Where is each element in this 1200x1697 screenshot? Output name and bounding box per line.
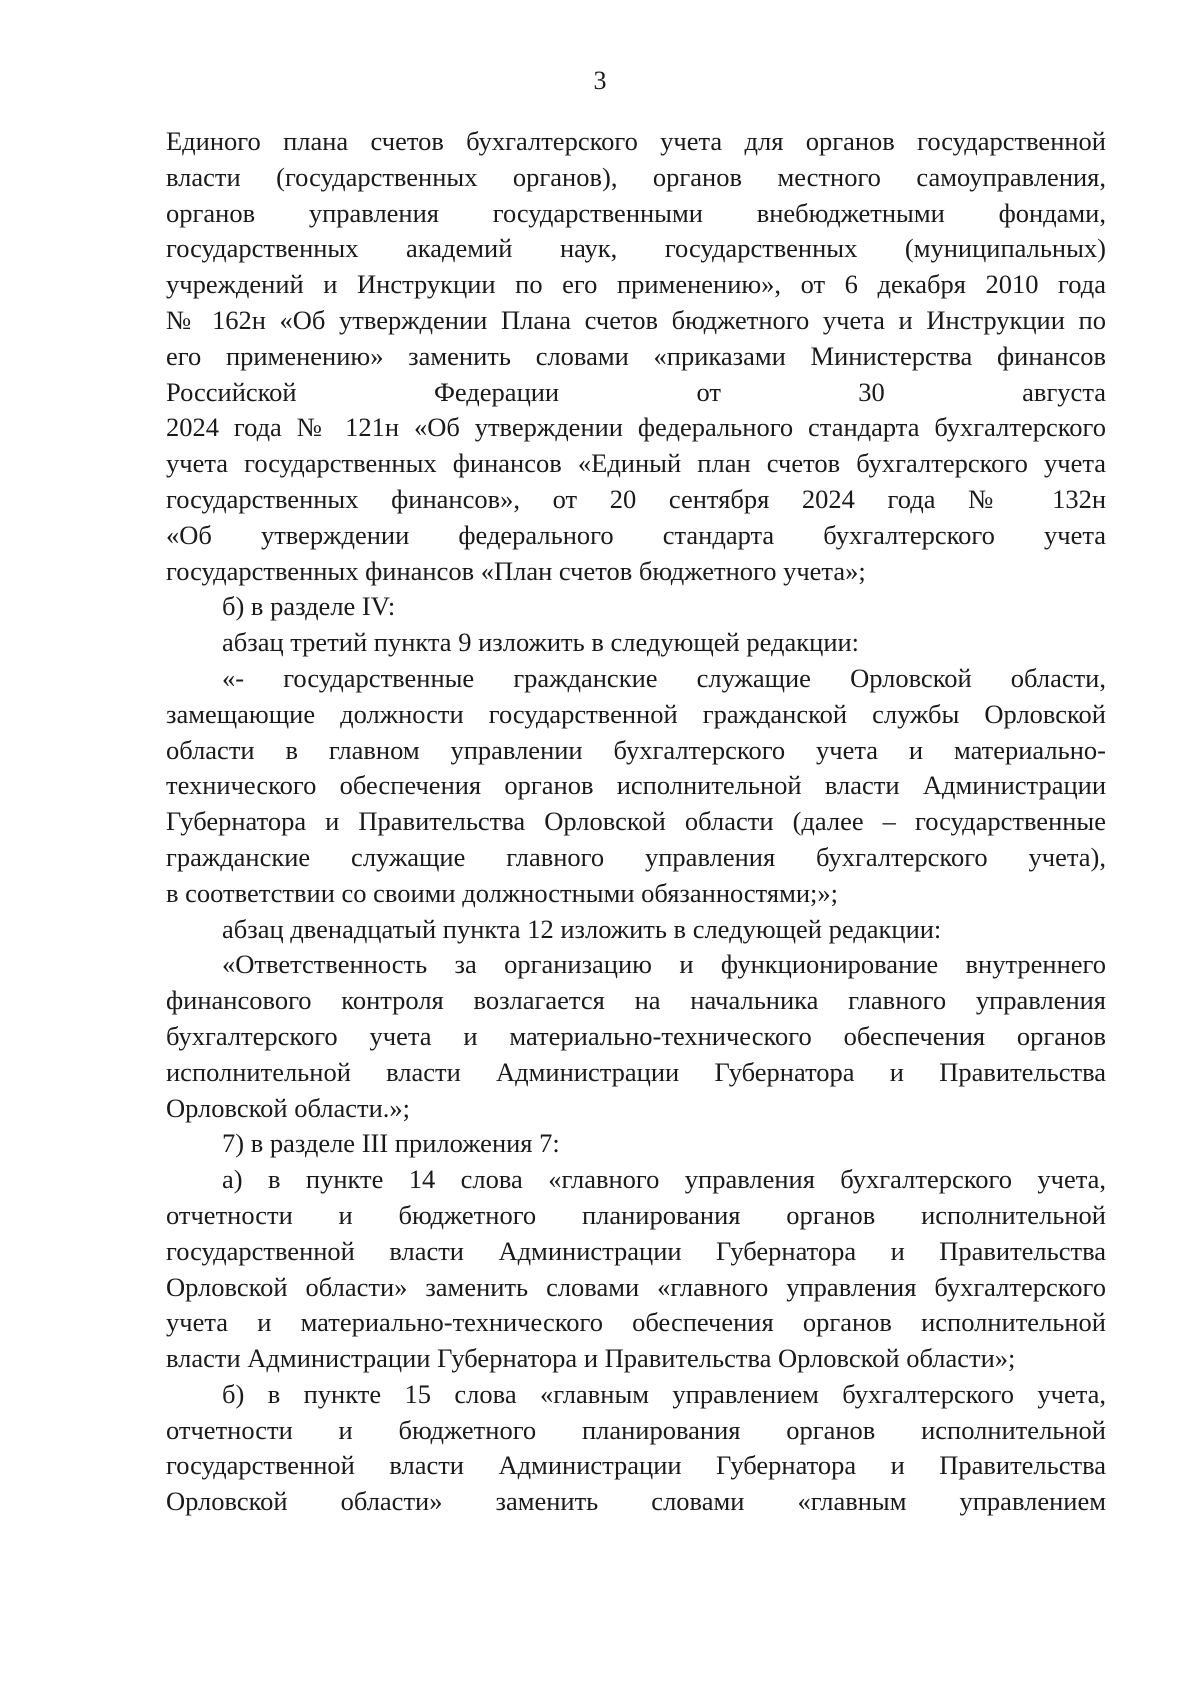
- text-line: его применению» заменить словами «приказами Министерства финансов: [166, 340, 1106, 371]
- text-line: бухгалтерского учета и материально-технического обеспечения органов: [166, 1020, 1106, 1051]
- text-line: «Ответственность за организацию и функционирование внутреннего: [222, 949, 1106, 980]
- text-line: отчетности и бюджетного планирования органов исполнительной: [166, 1199, 1106, 1230]
- text-line: отчетности и бюджетного планирования органов исполнительной: [166, 1414, 1106, 1445]
- text-line: Орловской области» заменить словами «главным управлением: [166, 1486, 1106, 1517]
- text-line: а) в пункте 14 слова «главного управления бухгалтерского учета,: [222, 1164, 1106, 1195]
- text-line: Орловской области.»;: [166, 1092, 411, 1123]
- text-line: 7) в разделе III приложения 7:: [222, 1128, 560, 1159]
- text-line: государственных финансов», от 20 сентября 2024 года № 132н: [166, 483, 1106, 514]
- text-line: 2024 года № 121н «Об утверждении федерального стандарта бухгалтерского: [166, 412, 1106, 443]
- text-line: абзац двенадцатый пункта 12 изложить в следующей редакции:: [222, 913, 942, 944]
- text-line: Орловской области» заменить словами «главного управления бухгалтерского: [166, 1271, 1106, 1302]
- text-line: Губернатора и Правительства Орловской области (далее – государственные: [166, 806, 1106, 837]
- text-line: Единого плана счетов бухгалтерского учета для органов государственной: [166, 126, 1106, 156]
- text-line: учета и материально-технического обеспечения органов исполнительной: [166, 1307, 1106, 1338]
- text-line: б) в разделе IV:: [222, 591, 396, 622]
- text-line: № 162н «Об утверждении Плана счетов бюджетного учета и Инструкции по: [166, 304, 1106, 335]
- text-line: государственных академий наук, государственных (муниципальных): [166, 233, 1106, 264]
- text-line: власти Администрации Губернатора и Правительства Орловской области»;: [166, 1343, 1016, 1374]
- text-line: Российской Федерации от 30 августа: [166, 376, 1106, 407]
- text-line: государственной власти Администрации Губернатора и Правительства: [166, 1235, 1106, 1266]
- text-line: в соответствии со своими должностными обязанностями;»;: [166, 877, 839, 908]
- text-line: исполнительной власти Администрации Губернатора и Правительства: [166, 1056, 1106, 1087]
- text-line: органов управления государственными внебюджетными фондами,: [166, 197, 1106, 228]
- text-line: государственной власти Администрации Губернатора и Правительства: [166, 1450, 1106, 1481]
- text-line: абзац третий пункта 9 изложить в следующей редакции:: [222, 627, 860, 658]
- text-line: учета государственных финансов «Единый план счетов бухгалтерского учета: [166, 448, 1106, 479]
- text-line: учреждений и Инструкции по его применению», от 6 декабря 2010 года: [166, 269, 1106, 300]
- page-number: 3: [593, 66, 607, 95]
- text-line: гражданские служащие главного управления бухгалтерского учета),: [166, 841, 1106, 872]
- document-body: [166, 124, 1106, 1520]
- text-line: области в главном управлении бухгалтерского учета и материально-: [166, 734, 1106, 765]
- text-line: технического обеспечения органов исполнительной власти Администрации: [166, 770, 1106, 801]
- text-line: б) в пункте 15 слова «главным управлением бухгалтерского учета,: [222, 1378, 1106, 1409]
- text-line: замещающие должности государственной гражданской службы Орловской: [166, 698, 1106, 729]
- text-line: «- государственные гражданские служащие Орловской области,: [222, 662, 1106, 693]
- text-line: государственных финансов «План счетов бюджетного учета»;: [166, 555, 866, 586]
- text-line: финансового контроля возлагается на начальника главного управления: [166, 985, 1106, 1016]
- text-line: «Об утверждении федерального стандарта бухгалтерского учета: [166, 519, 1106, 550]
- text-line: власти (государственных органов), органов местного самоуправления,: [166, 161, 1106, 192]
